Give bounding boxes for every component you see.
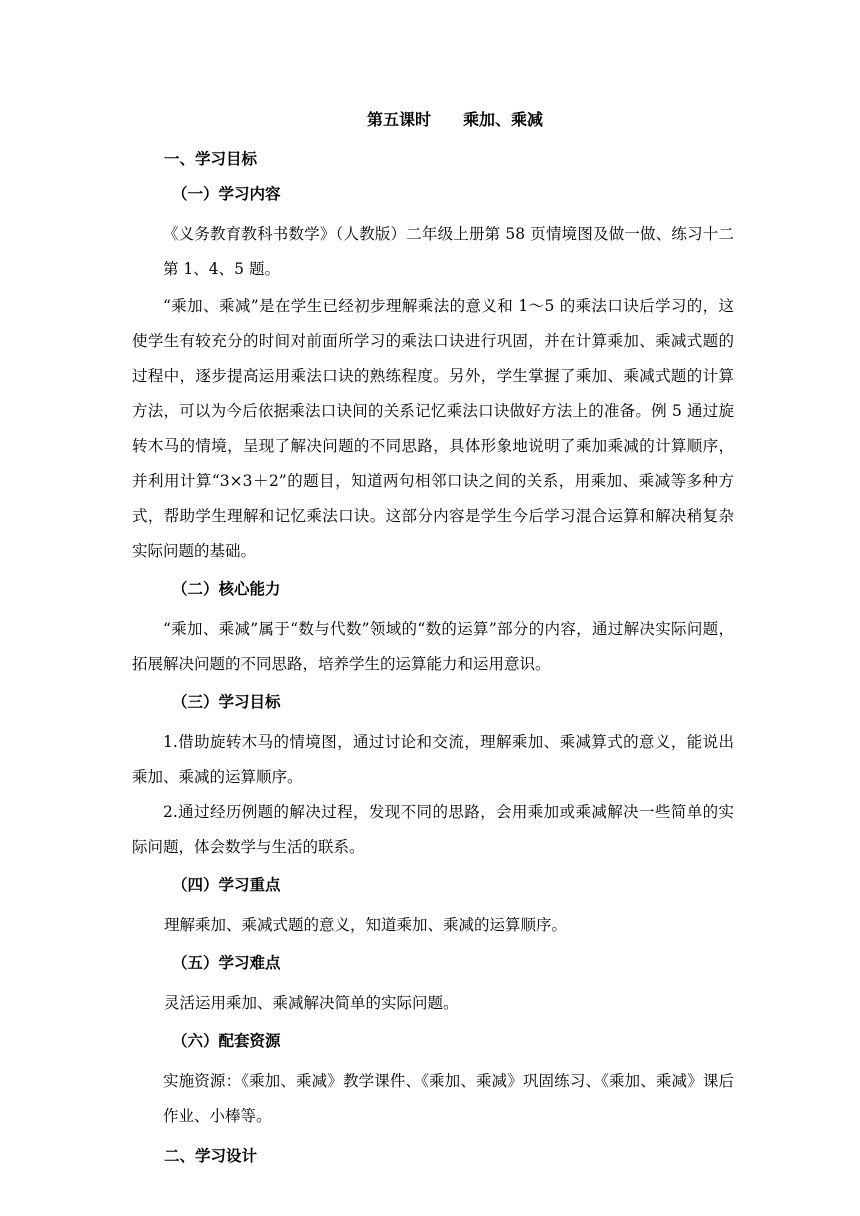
subheading-learning-goals: （三）学习目标 — [172, 693, 281, 711]
document-page — [132, 108, 734, 1179]
paragraph-text: 实施资源：《乘加、乘减》教学课件、《乘加、乘减》巩固练习、《乘加、乘减》课后作业、小棒等。 — [163, 1072, 734, 1125]
section-heading-design: 二、学习设计 — [164, 1147, 258, 1165]
paragraph-content-description — [132, 289, 734, 569]
lesson-title: 第五课时 乘加、乘减 — [366, 110, 543, 129]
paragraph-text: 理解乘加、乘减式题的意义，知道乘加、乘减的运算顺序。 — [164, 916, 568, 934]
subheading-difficulties: （五）学习难点 — [172, 954, 281, 972]
subheading-core-ability: （二）核心能力 — [172, 580, 281, 598]
subheading-key-points: （四）学习重点 — [172, 876, 281, 894]
paragraph-text: 灵活运用乘加、乘减解决简单的实际问题。 — [164, 994, 459, 1012]
paragraph-content-source — [163, 217, 734, 287]
paragraph-text: “乘加、乘减”属于“数与代数”领域的“数的运算”部分的内容，通过解决实际问题，拓展解决问题的不同思路，培养学生的运算能力和运用意识。 — [132, 620, 734, 673]
paragraph-text: 《义务教育教科书数学》（人教版）二年级上册第 58 页情境图及做一做、练习十二第 1、4、5 题。 — [163, 225, 734, 278]
paragraph-core-ability — [132, 612, 734, 682]
paragraph-text: 2.通过经历例题的解决过程，发现不同的思路，会用乘加或乘减解决一些简单的实际问题，体会数学与生活的联系。 — [132, 803, 734, 856]
paragraph-text: “乘加、乘减”是在学生已经初步理解乘法的意义和 1～5 的乘法口诀后学习的，这使学生有较充分的时间对前面所学习的乘法口诀进行巩固，并在计算乘加、乘减式题的过程中，逐步提高运用乘法口诀的熟练程度。另外，学生掌握了乘加、乘减式题的计算方法，可以为今后依据乘法口诀间的关系记忆乘法口诀做好方法上的准备。例 5 通过旋转木马的情境，呈现了解决问题的不同思路，具体形象地说明了乘加乘减的计算顺序，并利用计算“3×3＋2”的题目，知道两句相邻口诀之间的关系，用乘加、乘减等多种方式，帮助学生理解和记忆乘法口诀。这部分内容是学生今后学习混合运算和解决稍复杂实际问题的基础。 — [132, 297, 734, 560]
paragraph-text: 1.借助旋转木马的情境图，通过讨论和交流，理解乘加、乘减算式的意义，能说出乘加、乘减的运算顺序。 — [132, 733, 734, 786]
paragraph-goal-1 — [132, 725, 734, 795]
subheading-resources: （六）配套资源 — [172, 1032, 281, 1050]
paragraph-key-points — [164, 908, 734, 943]
paragraph-goal-2 — [132, 795, 734, 865]
paragraph-difficulties — [164, 986, 734, 1021]
subheading-content: （一）学习内容 — [172, 185, 281, 203]
paragraph-resources — [163, 1064, 734, 1134]
section-heading-goals: 一、学习目标 — [164, 150, 258, 168]
